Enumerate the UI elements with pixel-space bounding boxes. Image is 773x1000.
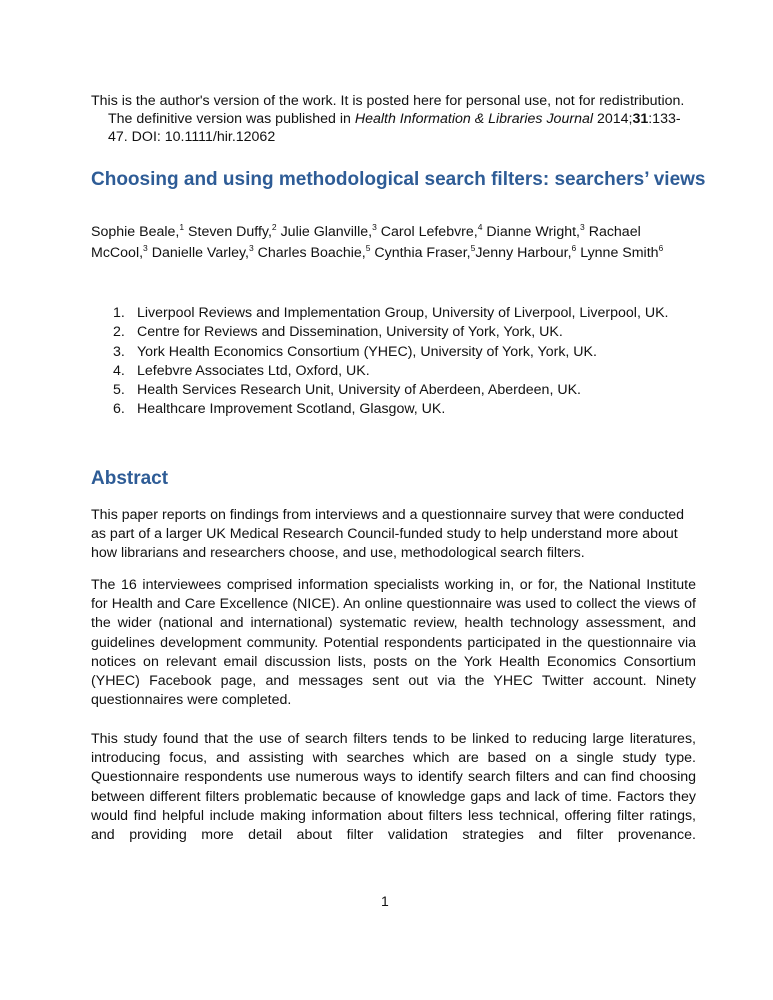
abstract-paragraph-2: The 16 interviewees comprised information specialists working in, or for, the National Institute for Health and Care Excellence (NICE). An online questionnaire was used to collect the views of the wider (national and international) systematic review, health technology assessment, and guidelines development community. Potential respondents participated in the questionnaire via notices on relevant email discussion lists, posts on the York Health Economics Consortium (YHEC) Facebook page, and messages sent out via the YHEC Twitter account. Ninety questionnaires were completed. — [91, 577, 696, 709]
doi: 47. DOI: 10.1111/hir.12062 — [108, 129, 276, 145]
volume: 31 — [632, 111, 649, 127]
author: Steven Duffy,$^2$ — [184, 222, 277, 240]
author: Carol Lefebvre,$^4$ — [376, 222, 483, 240]
journal-name: Health Information & Libraries Journal — [354, 111, 593, 127]
abstract-paragraph-1: This paper reports on findings from interviews and a questionnaire survey that were conducted as part of a larger UK Medical Research Council-funded study to help understand more about how librarians and researchers choose, and use, methodological search filters. — [91, 507, 685, 562]
affiliation-item: 6. Healthcare Improvement Scotland, Glasgow, UK. — [113, 401, 446, 418]
author: Rachael McCool,$^3$ — [91, 224, 641, 261]
affiliation-item: 1. Liverpool Reviews and Implementation Group, University of Liverpool, Liverpool, UK. — [113, 305, 669, 321]
affiliation-item: 5. Health Services Research Unit, University of Aberdeen, Aberdeen, UK. — [113, 382, 581, 399]
author: Dianne Wright,$^3$ — [482, 222, 585, 240]
affiliation-item: 4. Lefebvre Associates Ltd, Oxford, UK. — [113, 362, 370, 379]
affiliation-item: 2. Centre for Reviews and Dissemination, University of York, York, UK. — [113, 324, 563, 341]
author: Sophie Beale,$^1$ — [91, 222, 185, 240]
author: Lynne Smith$^6$ — [576, 243, 664, 261]
notice-line-1: This is the author's version of the work. It is posted here for personal use, not for redistribution. — [91, 93, 685, 109]
author: Cynthia Fraser,$^5$ — [370, 243, 476, 261]
paper-title: Choosing and using methodological search filters: searchers’ views — [91, 169, 706, 190]
affiliation-item: 3. York Health Economics Consortium (YHEC), University of York, York, UK. — [113, 343, 597, 360]
author: Jenny Harbour,$^6$ — [475, 243, 577, 261]
author: Julie Glanville,$^3$ — [276, 222, 377, 240]
author-version-notice — [91, 92, 691, 146]
page-number: 1 — [381, 893, 389, 909]
author: Charles Boachie,$^5$ — [253, 243, 371, 261]
affiliation-list — [113, 304, 669, 420]
notice-citation: The definitive version was published in Health Information & Libraries Journal 2014;31:133- 47. DOI: 10.1111/hir.12062 — [108, 111, 681, 145]
abstract-paragraph-3: This study found that the use of search filters tends to be linked to reducing large literatures, introducing focus, and assisting with searches which are based on a single study type. Questionnaire respondents use numerous ways to identify search filters and can find choosing between different filters problematic because of knowledge gaps and lack of time. Factors they would find helpful include making information about filters less technical, offering filter ratings, and providing more detail about filter validation strategies and filter provenance. — [91, 731, 696, 844]
abstract-heading: Abstract — [91, 468, 169, 489]
author-list — [91, 222, 696, 264]
author: Danielle Varley,$^3$ — [147, 243, 254, 261]
